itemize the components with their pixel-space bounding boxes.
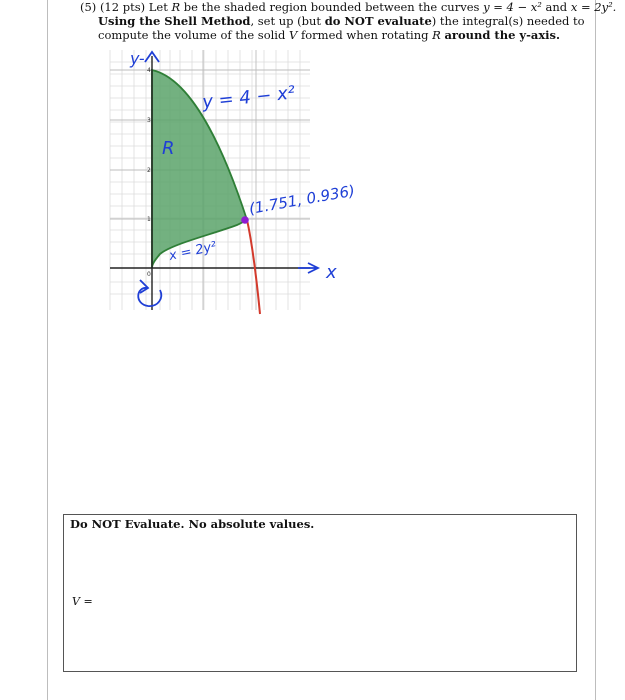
solid-symbol: V <box>289 28 298 42</box>
region-symbol: R <box>171 0 181 14</box>
problem-statement <box>80 0 617 42</box>
x-axis-handwritten-label: x <box>326 262 337 283</box>
equation-1: y = 4 − x² <box>483 0 546 14</box>
equation-2: x = 2y². <box>570 0 617 14</box>
do-not-evaluate-emphasis: do NOT evaluate <box>324 14 432 28</box>
problem-line-1 <box>80 0 617 14</box>
y-tick-3: 3 <box>147 117 151 124</box>
answer-instructions: Do NOT Evaluate. No absolute values. <box>70 517 315 531</box>
problem-text: formed when rotating <box>297 28 433 42</box>
intersection-coordinates-label: (1.751, 0.936) <box>247 181 357 218</box>
method-name: Using the Shell Method <box>98 14 251 28</box>
rotation-axis-emphasis: around the y-axis. <box>444 28 561 42</box>
x-axis-arrow-icon <box>298 263 318 273</box>
graph-svg <box>100 42 430 322</box>
y-tick-1: 1 <box>147 216 151 223</box>
y-tick-2: 2 <box>147 167 151 174</box>
volume-label: V = <box>72 595 93 608</box>
curve-label-parabola: y = 4 − x² <box>201 82 297 113</box>
problem-text: be the shaded region bounded between the curves <box>180 0 484 14</box>
problem-text: compute the volume of the solid <box>98 28 290 42</box>
y-tick-4: 4 <box>147 67 151 74</box>
curve-label-sideways-parabola: x = 2y² <box>167 239 218 264</box>
problem-line-3 <box>80 28 580 42</box>
problem-text: , set up (but <box>250 14 325 28</box>
answer-box[interactable] <box>63 514 577 672</box>
origin-tick: 0 <box>147 271 151 278</box>
problem-text: and <box>545 0 571 14</box>
y-axis-handwritten-label: y- <box>130 49 145 68</box>
page-border-right <box>595 0 596 700</box>
rotation-arrow-icon <box>138 280 161 306</box>
problem-text: ) the integral(s) needed to <box>431 14 585 28</box>
graph-figure <box>100 42 430 322</box>
problem-number: (5) (12 pts) Let <box>80 0 172 14</box>
region-label: R <box>162 138 175 159</box>
red-curve <box>247 220 260 314</box>
region-symbol: R <box>432 28 441 42</box>
problem-line-2 <box>80 14 585 28</box>
intersection-point <box>241 216 249 224</box>
page-border-left <box>47 0 48 700</box>
